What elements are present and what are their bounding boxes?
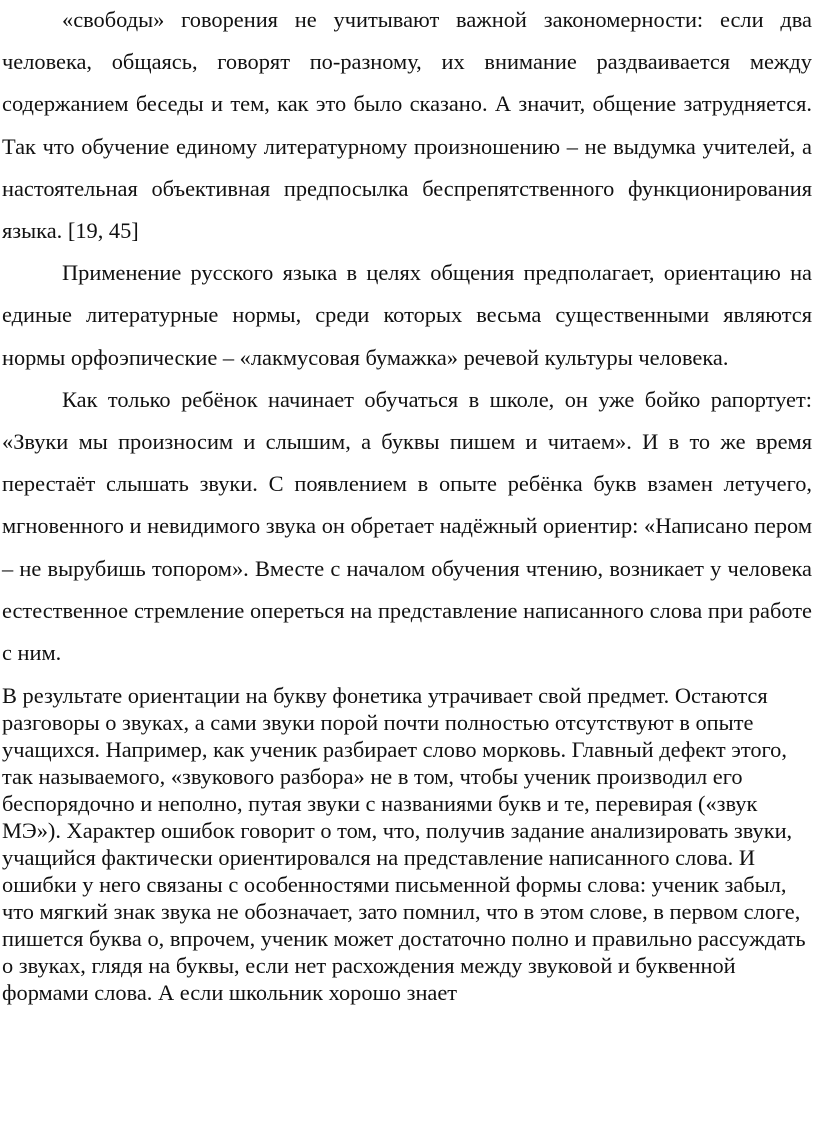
paragraph-4: В результате ориентации на букву фонетика утрачивает свой предмет. Остаются разговоры о звуках, а сами звуки порой почти полностью отсутствуют в опыте учащихся. Например, как ученик разбирает слово морковь. Главный дефект этого, так называемого, «звукового разбора» не в том, чтобы ученик производил его беспорядочно и неполно, путая звуки с названиями букв и те, перевирая («звук МЭ»). Характер ошибок говорит о том, что, получив задание анализировать звуки, учащийся фактически ориентировался на представление написанного слова. И ошибки у него связаны с особенностями письменной формы слова: ученик забыл, что мягкий знак звука не обозначает, зато помнил, что в этом слове, в первом слоге, пишется буква о, впрочем, ученик может достаточно полно и правильно рассуждать о звуках, глядя на буквы, если нет расхождения между звуковой и буквенной формами слова. А если школьник хорошо знает xyxy=(2,683,806,1006)
paragraph-3: Как только ребёнок начинает обучаться в школе, он уже бойко рапортует: «Звуки мы произносим и слышим, а буквы пишем и читаем». И в то же время перестаёт слышать звуки. С появлением в опыте ребёнка букв взамен летучего, мгновенного и невидимого звука он обретает надёжный ориентир: «Написано пером – не вырубишь топором». Вместе с началом обучения чтению, возникает у человека естественное стремление опереться на представление написанного слова при работе с ним. xyxy=(2,386,812,666)
paragraph-2: Применение русского языка в целях общения предполагает, ориентацию на единые литературные нормы, среди которых весьма существенными являются нормы орфоэпические – «лакмусовая бумажка» речевой культуры человека. xyxy=(2,260,812,370)
paragraph-1: «свободы» говорения не учитывают важной закономерности: если два человека, общаясь, говорят по-разному, их внимание раздваивается между содержанием беседы и тем, как это было сказано. А значит, общение затрудняется. Так что обучение единому литературному произношению – не выдумка учителей, а настоятельная объективная предпосылка беспрепятственного функционирования языка. [19, 45] xyxy=(2,7,812,244)
